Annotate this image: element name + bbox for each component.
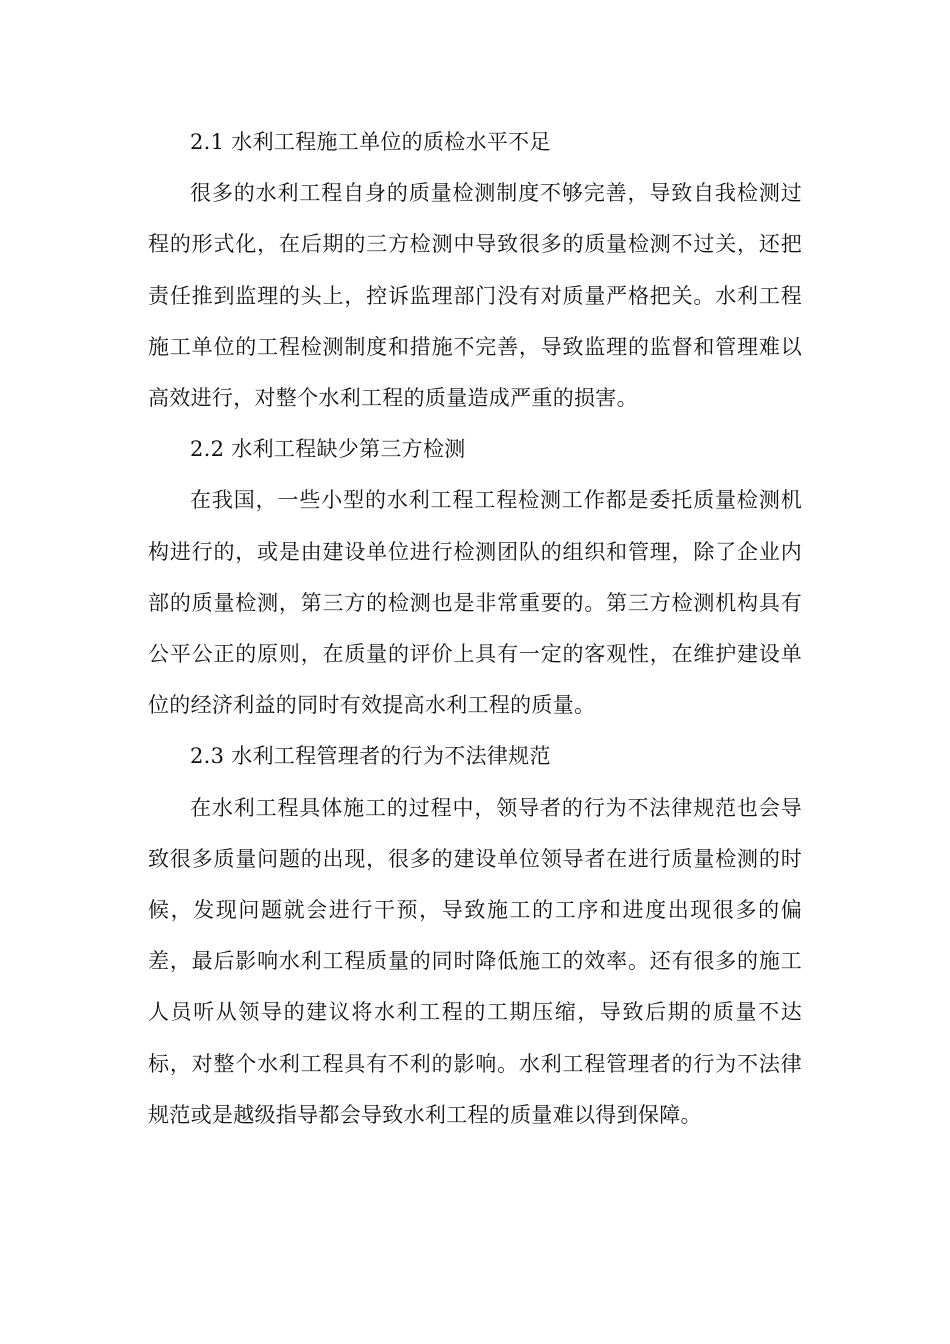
section-heading-2-3: 2.3 水利工程管理者的行为不法律规范 <box>190 744 551 769</box>
document-body <box>148 117 802 1141</box>
section-paragraph-2-2: 在我国，一些小型的水利工程工程检测工作都是委托质量检测机构进行的，或是由建设单位进行检测团队的组织和管理，除了企业内部的质量检测，第三方的检测也是非常重要的。第三方检测机构具有公平公正的原则，在质量的评价上具有一定的客观性，在维护建设单位的经济利益的同时有效提高水利工程的质量。 <box>148 488 802 718</box>
section-heading-2-1: 2.1 水利工程施工单位的质检水平不足 <box>190 130 551 154</box>
section-paragraph-2-1: 很多的水利工程自身的质量检测制度不够完善，导致自我检测过程的形式化，在后期的三方检测中导致很多的质量检测不过关，还把责任推到监理的头上，控诉监理部门没有对质量严格把关。水利工程施工单位的工程检测制度和措施不完善，导致监理的监督和管理难以高效进行，对整个水利工程的质量造成严重的损害。 <box>148 181 802 411</box>
section-heading-2-2: 2.2 水利工程缺少第三方检测 <box>190 437 466 462</box>
section-paragraph-2-3: 在水利工程具体施工的过程中，领导者的行为不法律规范也会导致很多质量问题的出现，很多的建设单位领导者在进行质量检测的时候，发现问题就会进行干预，导致施工的工序和进度出现很多的偏差，最后影响水利工程质量的同时降低施工的效率。还有很多的施工人员听从领导的建议将水利工程的工期压缩，导致后期的质量不达标，对整个水利工程具有不利的影响。水利工程管理者的行为不法律规范或是越级指导都会导致水利工程的质量难以得到保障。 <box>148 795 802 1127</box>
